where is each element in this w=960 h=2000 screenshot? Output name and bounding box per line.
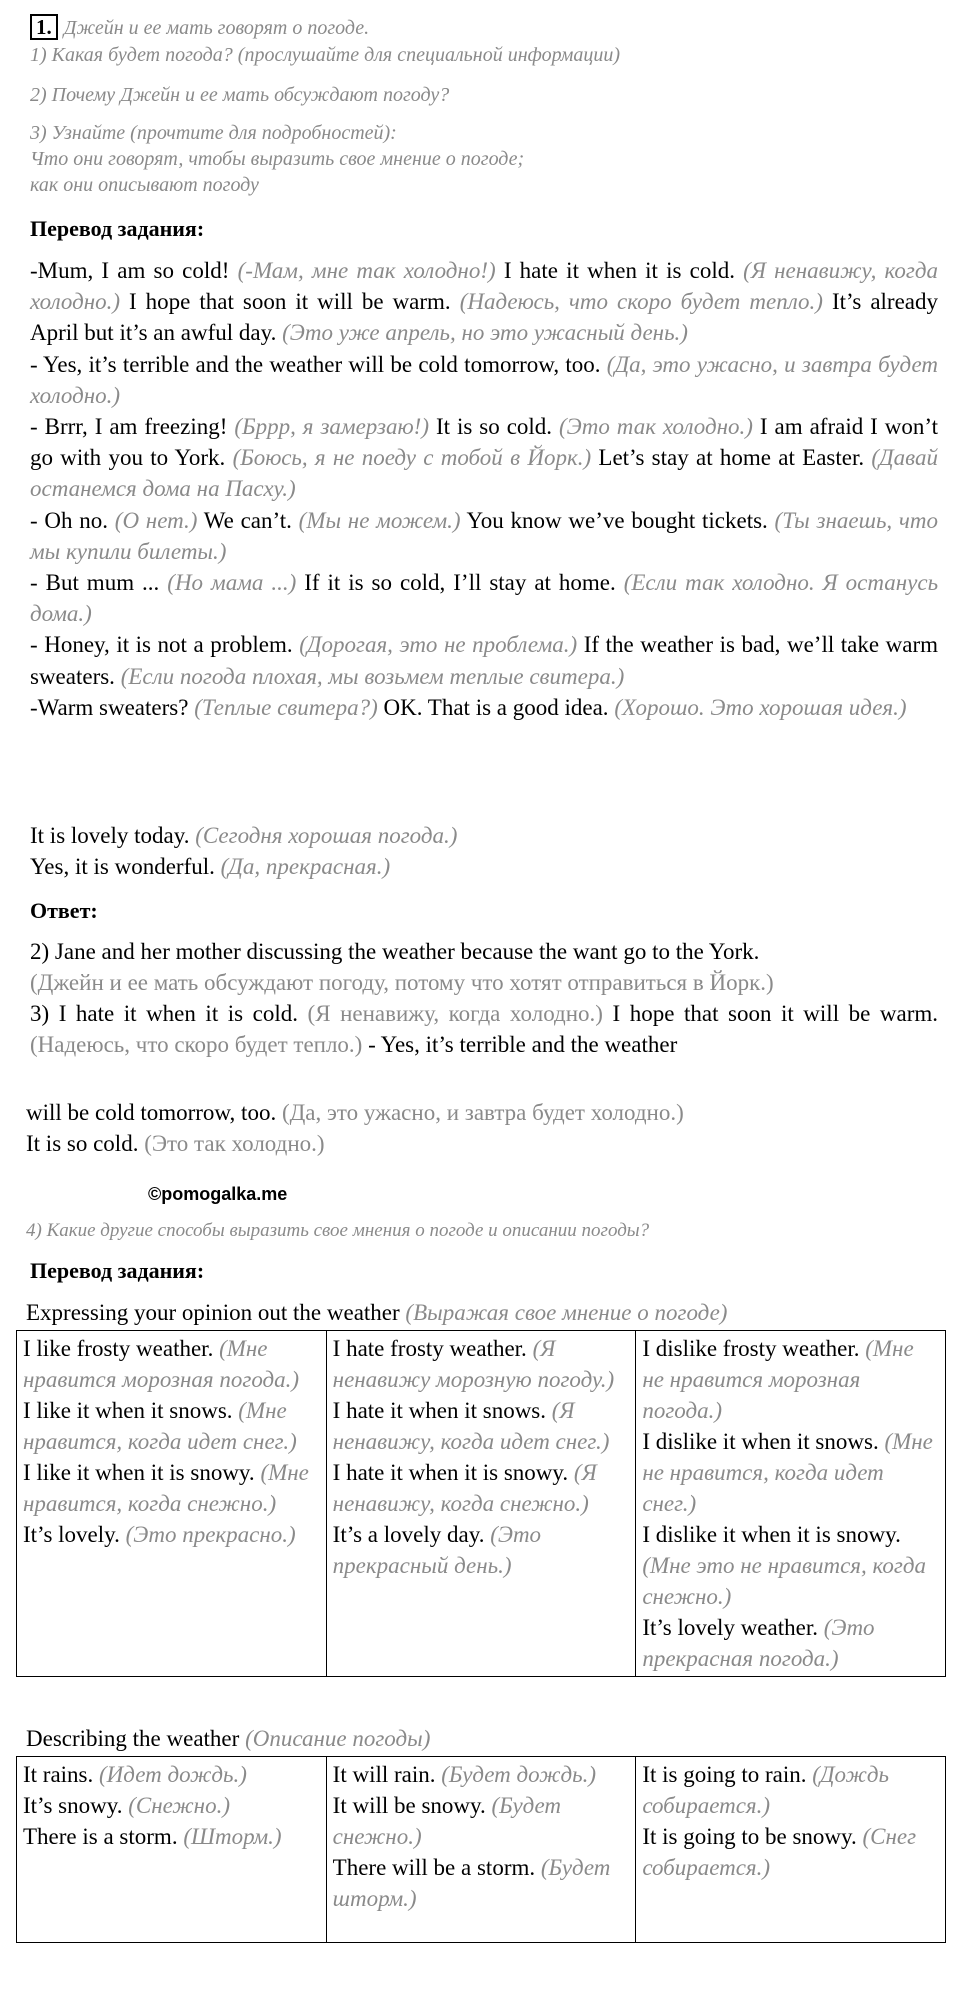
dialogue-ru: (О нет.) bbox=[114, 507, 198, 533]
dialogue-en: It is so cold. bbox=[435, 414, 553, 440]
cell-entry bbox=[642, 1821, 939, 1883]
weather-description-table bbox=[16, 1756, 946, 1943]
cell-entry bbox=[23, 1457, 320, 1519]
cell-entry-ru: (Будет дождь.) bbox=[441, 1762, 596, 1787]
table-row bbox=[17, 1757, 946, 1943]
cell-entry-ru: (Будет снежно.) bbox=[332, 1793, 562, 1849]
copyright-watermark: ©pomogalka.me bbox=[148, 1184, 288, 1204]
cell-entry-en: It is going to rain. bbox=[642, 1762, 807, 1787]
cell-entry-en: It’s lovely weather. bbox=[642, 1615, 818, 1640]
task-line-1: 1) Какая будет погода? (прослушайте для специальной информации) bbox=[30, 44, 620, 66]
cell-entry bbox=[23, 1519, 320, 1550]
table2-col-3 bbox=[636, 1757, 946, 1943]
dialogue-ru: (Да, это ужасно, и завтра будет холодно.) bbox=[30, 351, 938, 408]
cell-entry-ru: (Я ненавижу морозную погоду.) bbox=[332, 1336, 615, 1392]
dialogue-en: OK. That is a good idea. bbox=[383, 694, 609, 720]
cell-entry bbox=[23, 1395, 320, 1457]
answer-heading: Ответ: bbox=[30, 898, 98, 923]
dialogue-ru: (Дорогая, это не проблема.) bbox=[299, 632, 578, 658]
cell-entry-en: I dislike frosty weather. bbox=[642, 1336, 860, 1361]
cell-entry bbox=[23, 1333, 320, 1395]
dialogue-ru: (Давай останемся дома на Пасху.) bbox=[30, 445, 938, 502]
answer-continued bbox=[26, 1097, 934, 1159]
dialogue-paragraph bbox=[30, 255, 938, 723]
answer-3-part2-ru: (Надеюсь, что скоро будет тепло.) bbox=[30, 1032, 363, 1057]
dialogue-en: If it is so cold, I’ll stay at home. bbox=[304, 570, 616, 596]
cell-entry-en: I dislike it when it is snowy. bbox=[642, 1522, 901, 1547]
answer-3-part2-en: I hope that soon it will be warm. bbox=[612, 1001, 938, 1026]
table1-col-1 bbox=[17, 1331, 327, 1677]
cell-entry-en: It’s a lovely day. bbox=[332, 1522, 485, 1547]
answer-3-part3-en: - Yes, it’s terrible and the weather bbox=[368, 1032, 678, 1057]
dialogue-en: - Brrr, I am freezing! bbox=[30, 414, 228, 440]
cell-entry-ru: (Мне не нравится, когда идет снег.) bbox=[642, 1429, 933, 1516]
answer-3-last-ru: (Это так холодно.) bbox=[144, 1131, 325, 1156]
dialogue-ru: (Это уже апрель, но это ужасный день.) bbox=[282, 320, 688, 346]
cell-entry bbox=[23, 1790, 320, 1821]
cell-entry-en: I hate it when it snows. bbox=[332, 1398, 547, 1423]
table2-caption-ru: (Описание погоды) bbox=[245, 1726, 431, 1751]
task-number: 1. bbox=[30, 14, 58, 40]
dialogue-en: I am afraid I won’t go with you to York. bbox=[30, 414, 939, 471]
cell-entry-ru: (Мне нравится, когда идет снег.) bbox=[23, 1398, 297, 1454]
cell-entry-en: There is a storm. bbox=[23, 1824, 178, 1849]
dialogue-en: - Honey, it is not a problem. bbox=[30, 632, 293, 658]
dialogue-ru: (-Мам, мне так холодно!) bbox=[237, 258, 496, 283]
extra-line-1 bbox=[30, 820, 938, 851]
cell-entry bbox=[23, 1821, 320, 1852]
table-row bbox=[17, 1331, 946, 1677]
cell-entry bbox=[333, 1852, 630, 1914]
table1-caption-en: Expressing your opinion out the weather bbox=[26, 1300, 400, 1325]
extra-1-en: It is lovely today. bbox=[30, 823, 190, 848]
cell-entry bbox=[333, 1759, 630, 1790]
dialogue-en: It’s already April but it’s an awful day. bbox=[30, 289, 939, 346]
dialogue-en: If the weather is bad, we’ll take warm sweaters. bbox=[30, 632, 939, 689]
dialogue-en: - Oh no. bbox=[30, 507, 109, 533]
table1-col-3 bbox=[636, 1331, 946, 1677]
cell-entry-ru: (Мне нравится морозная погода.) bbox=[23, 1336, 300, 1392]
cell-entry-en: It will be snowy. bbox=[332, 1793, 486, 1818]
cell-entry bbox=[642, 1333, 939, 1426]
cell-entry bbox=[642, 1426, 939, 1519]
cell-entry-ru: (Это прекрасно.) bbox=[125, 1522, 296, 1547]
cell-entry-ru: (Снег собирается.) bbox=[642, 1824, 917, 1880]
dialogue-ru: (Если погода плохая, мы возьмем теплые свитера.) bbox=[120, 663, 625, 689]
dialogue-ru: (Если так холодно. Я останусь дома.) bbox=[30, 570, 939, 627]
cell-entry bbox=[333, 1395, 630, 1457]
task-line-4: Что они говорят, чтобы выразить свое мнение о погоде; bbox=[30, 148, 525, 170]
cell-entry-ru: (Это прекрасная погода.) bbox=[642, 1615, 875, 1671]
cell-entry bbox=[642, 1612, 939, 1674]
cell-entry-en: I hate it when it is snowy. bbox=[332, 1460, 569, 1485]
answer-3-part1-en: 3) I hate it when it is cold. bbox=[30, 1001, 298, 1026]
translation-heading-2: Перевод задания: bbox=[30, 1258, 205, 1283]
cell-entry-en: It will rain. bbox=[332, 1762, 436, 1787]
dialogue-en: -Mum, I am so cold! bbox=[30, 258, 230, 283]
table1-caption bbox=[26, 1298, 727, 1328]
dialogue-ru: (Мы не можем.) bbox=[298, 507, 461, 533]
cell-entry bbox=[642, 1759, 939, 1821]
cell-entry-ru: (Я ненавижу, когда идет снег.) bbox=[332, 1398, 610, 1454]
table2-col-1 bbox=[17, 1757, 327, 1943]
extra-2-ru: (Да, прекрасная.) bbox=[220, 854, 391, 879]
dialogue-en: I hope that soon it will be warm. bbox=[129, 289, 451, 315]
dialogue-en: I hate it when it is cold. bbox=[503, 258, 735, 283]
table2-col-2 bbox=[326, 1757, 636, 1943]
extra-line-2 bbox=[30, 851, 938, 882]
dialogue-en: - Yes, it’s terrible and the weather will be cold tomorrow, too. bbox=[30, 351, 601, 377]
cell-entry-en: I hate frosty weather. bbox=[332, 1336, 527, 1361]
task-line-3: 3) Узнайте (прочтите для подробностей): bbox=[30, 122, 397, 144]
task-title-line bbox=[30, 14, 369, 41]
cell-entry-ru: (Мне нравится, когда снежно.) bbox=[23, 1460, 309, 1516]
task-4-line: 4) Какие другие способы выразить свое мнения о погоде и описании погоды? bbox=[26, 1220, 650, 1241]
cell-entry-ru: (Это прекрасный день.) bbox=[332, 1522, 542, 1578]
cell-entry-ru: (Идет дождь.) bbox=[99, 1762, 247, 1787]
dialogue-en: We can’t. bbox=[203, 507, 292, 533]
dialogue-en: Let’s stay at home at Easter. bbox=[598, 445, 865, 471]
extra-2-en: Yes, it is wonderful. bbox=[30, 854, 215, 879]
cell-entry-en: It’s snowy. bbox=[23, 1793, 123, 1818]
answer-block bbox=[30, 936, 938, 1060]
translation-heading: Перевод задания: bbox=[30, 216, 205, 241]
cell-entry-en: I dislike it when it snows. bbox=[642, 1429, 879, 1454]
opinion-table bbox=[16, 1330, 946, 1677]
dialogue-ru: (Боюсь, я не поеду с тобой в Йорк.) bbox=[232, 445, 592, 471]
dialogue-ru: (Но мама ...) bbox=[167, 570, 297, 596]
cell-entry-ru: (Шторм.) bbox=[183, 1824, 282, 1849]
cell-entry-en: I like it when it snows. bbox=[23, 1398, 233, 1423]
dialogue-en: -Warm sweaters? bbox=[30, 694, 189, 720]
dialogue-ru: (Бррр, я замерзаю!) bbox=[234, 414, 430, 440]
cell-entry-ru: (Дождь собирается.) bbox=[642, 1762, 889, 1818]
dialogue-ru: (Ты знаешь, что мы купили билеты.) bbox=[30, 507, 938, 564]
task-line-5: как они описывают погоду bbox=[30, 174, 259, 196]
answer-3-cont-ru: (Да, это ужасно, и завтра будет холодно.) bbox=[281, 1100, 684, 1125]
task-line-2: 2) Почему Джейн и ее мать обсуждают погоду? bbox=[30, 84, 450, 106]
dialogue-ru: (Это так холодно.) bbox=[559, 414, 753, 440]
cell-entry-ru: (Снежно.) bbox=[128, 1793, 230, 1818]
cell-entry-ru: (Мне не нравится морозная погода.) bbox=[642, 1336, 914, 1423]
cell-entry-ru: (Будет шторм.) bbox=[332, 1855, 611, 1911]
cell-entry bbox=[333, 1519, 630, 1581]
cell-entry bbox=[333, 1333, 630, 1395]
dialogue-ru: (Надеюсь, что скоро будет тепло.) bbox=[459, 289, 823, 315]
cell-entry bbox=[23, 1759, 320, 1790]
cell-entry-ru: (Мне это не нравится, когда снежно.) bbox=[642, 1553, 926, 1609]
answer-3-last-en: It is so cold. bbox=[26, 1131, 139, 1156]
extra-1-ru: (Сегодня хорошая погода.) bbox=[195, 823, 458, 848]
dialogue-ru: (Я ненавижу, когда холодно.) bbox=[30, 258, 939, 315]
dialogue-en: You know we’ve bought tickets. bbox=[466, 507, 768, 533]
table1-col-2 bbox=[326, 1331, 636, 1677]
cell-entry-en: There will be a storm. bbox=[332, 1855, 536, 1880]
cell-entry bbox=[333, 1457, 630, 1519]
cell-entry-en: I like frosty weather. bbox=[23, 1336, 214, 1361]
cell-entry bbox=[333, 1790, 630, 1852]
cell-entry-ru: (Я ненавижу, когда снежно.) bbox=[332, 1460, 597, 1516]
cell-entry-en: It rains. bbox=[23, 1762, 94, 1787]
table2-caption bbox=[26, 1724, 430, 1754]
table1-caption-ru: (Выражая свое мнение о погоде) bbox=[405, 1300, 728, 1325]
answer-3-part1-ru: (Я ненавижу, когда холодно.) bbox=[307, 1001, 603, 1026]
cell-entry bbox=[642, 1519, 939, 1612]
answer-2-ru: (Джейн и ее мать обсуждают погоду, потому что хотят отправиться в Йорк.) bbox=[30, 970, 774, 995]
task-title: Джейн и ее мать говорят о погоде. bbox=[63, 17, 370, 39]
cell-entry-en: It is going to be snowy. bbox=[642, 1824, 857, 1849]
cell-entry-en: I like it when it is snowy. bbox=[23, 1460, 255, 1485]
table2-caption-en: Describing the weather bbox=[26, 1726, 240, 1751]
dialogue-en: - But mum ... bbox=[30, 570, 160, 596]
cell-entry-en: It’s lovely. bbox=[23, 1522, 120, 1547]
dialogue-ru: (Теплые свитера?) bbox=[194, 694, 378, 720]
answer-2-en: 2) Jane and her mother discussing the weather because the want go to the York. bbox=[30, 939, 760, 964]
answer-3-cont-en: will be cold tomorrow, too. bbox=[26, 1100, 277, 1125]
dialogue-ru: (Хорошо. Это хорошая идея.) bbox=[614, 694, 907, 720]
